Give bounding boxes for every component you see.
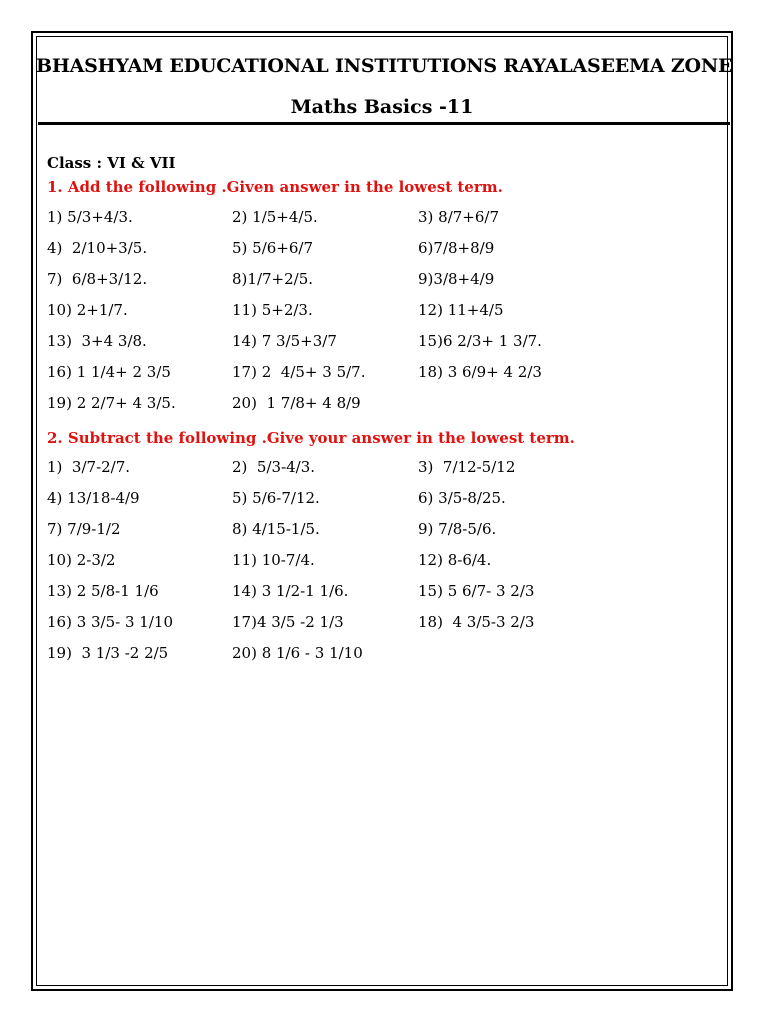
problem-item: 7) 7/9-1/2 (47, 520, 121, 538)
problem-item: 10) 2-3/2 (47, 551, 116, 569)
problem-item: 8) 4/15-1/5. (232, 520, 320, 538)
problem-item: 17) 2 4/5+ 3 5/7. (232, 363, 366, 381)
problem-item: 15) 5 6/7- 3 2/3 (418, 582, 535, 600)
problem-item: 9)3/8+4/9 (418, 270, 495, 288)
problem-item: 14) 3 1/2-1 1/6. (232, 582, 349, 600)
problem-item: 1) 5/3+4/3. (47, 208, 133, 226)
problem-item: 11) 5+2/3. (232, 301, 313, 319)
problem-item: 1) 3/7-2/7. (47, 458, 131, 476)
problem-item: 17)4 3/5 -2 1/3 (232, 613, 344, 631)
worksheet-title: Maths Basics -11 (290, 96, 474, 118)
problem-item: 7) 6/8+3/12. (47, 270, 148, 288)
problem-item: 5) 5/6+6/7 (232, 239, 314, 257)
problem-item: 19) 3 1/3 -2 2/5 (47, 644, 169, 662)
problem-item: 2) 1/5+4/5. (232, 208, 318, 226)
problem-item: 2) 5/3-4/3. (232, 458, 316, 476)
problem-item: 14) 7 3/5+3/7 (232, 332, 337, 350)
class-label: Class : VI & VII (47, 154, 176, 172)
problem-item: 11) 10-7/4. (232, 551, 315, 569)
problem-item: 16) 3 3/5- 3 1/10 (47, 613, 173, 631)
problem-item: 13) 2 5/8-1 1/6 (47, 582, 159, 600)
problem-item: 6) 3/5-8/25. (418, 489, 506, 507)
problem-item: 8)1/7+2/5. (232, 270, 314, 288)
section-2-heading: 2. Subtract the following .Give your answer in the lowest term. (47, 429, 575, 447)
problem-item: 20) 8 1/6 - 3 1/10 (232, 644, 363, 662)
problem-item: 19) 2 2/7+ 4 3/5. (47, 394, 176, 412)
problem-item: 6)7/8+8/9 (418, 239, 495, 257)
problem-item: 12) 8-6/4. (418, 551, 492, 569)
problem-item: 18) 4 3/5-3 2/3 (418, 613, 535, 631)
problem-item: 3) 8/7+6/7 (418, 208, 500, 226)
header-divider (38, 122, 730, 125)
problem-item: 12) 11+4/5 (418, 301, 504, 319)
problem-item: 15)6 2/3+ 1 3/7. (418, 332, 542, 350)
problem-item: 16) 1 1/4+ 2 3/5 (47, 363, 171, 381)
problem-item: 5) 5/6-7/12. (232, 489, 320, 507)
problem-item: 18) 3 6/9+ 4 2/3 (418, 363, 542, 381)
problem-item: 9) 7/8-5/6. (418, 520, 497, 538)
problem-item: 13) 3+4 3/8. (47, 332, 147, 350)
problem-item: 10) 2+1/7. (47, 301, 128, 319)
section-1-heading: 1. Add the following .Given answer in the lowest term. (47, 178, 503, 196)
problem-item: 4) 2/10+3/5. (47, 239, 148, 257)
problem-item: 4) 13/18-4/9 (47, 489, 140, 507)
institution-title: BHASHYAM EDUCATIONAL INSTITUTIONS RAYALASEEMA ZONE (36, 55, 733, 77)
problem-item: 20) 1 7/8+ 4 8/9 (232, 394, 361, 412)
problem-item: 3) 7/12-5/12 (418, 458, 516, 476)
